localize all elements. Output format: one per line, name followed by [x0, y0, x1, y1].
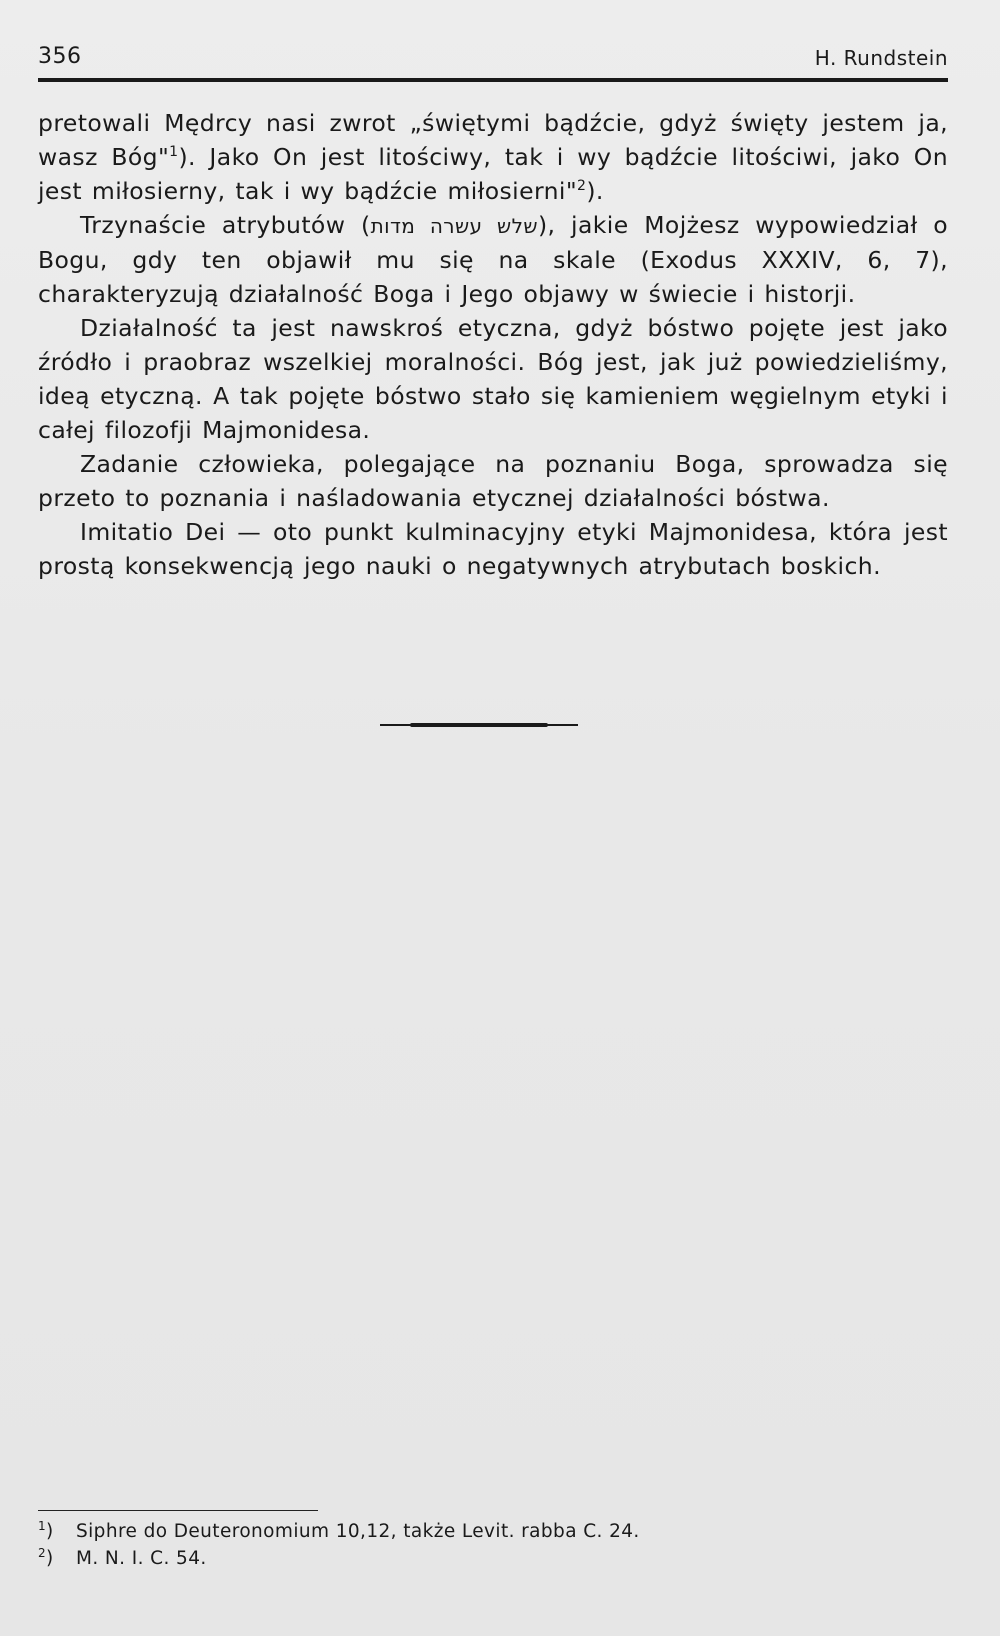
footnote-2-mark: $^2$) [38, 1545, 54, 1569]
paragraph-4: Zadanie człowieka, polegające na poznaniu Boga, sprowadza się przeto to poznania i naśladowania etycznej działalności bóstwa. [38, 450, 948, 512]
footnote-1-text: Siphre do Deuteronomium 10,12, także Levit. rabba C. 24. [76, 1521, 640, 1542]
footnotes [38, 1518, 948, 1572]
header-rule [38, 78, 948, 82]
paragraph-2-text-b: ), jakie Mojżesz wypowiedział o Bogu, gdy ten objawił mu się na skale (Exodus XXXIV, 6, 7), charakteryzują działalność Boga i Jego objawy w świecie i historji. [38, 211, 949, 308]
paragraph-1 [38, 106, 948, 208]
page-header [38, 42, 948, 76]
footnote-2 [38, 1545, 948, 1572]
paragraph-3: Działalność ta jest nawskroś etyczna, gdyż bóstwo pojęte jest jako źródło i praobraz wszelkiej moralności. Bóg jest, jak już powiedzieliśmy, ideą etyczną. A tak pojęte bóstwo stało się kamieniem węgielnym etyki i całej filozofji Majmonidesa. [38, 314, 948, 444]
hebrew-phrase: שלש עשרה מדות [370, 214, 538, 238]
paragraph-2-text-a: Trzynaście atrybutów ( [80, 211, 371, 239]
section-end-ornament [380, 724, 578, 726]
page-number: 356 [38, 44, 82, 69]
running-head: H. Rundstein [814, 46, 948, 70]
footnote-ref-1: 1 [169, 144, 179, 161]
body-text [38, 106, 948, 583]
paragraph-1-text-b: ). Jako On jest litościwy, tak i wy bądźcie litościwi, jako On jest miłosierny, tak i wy bądźcie miłosierni" [38, 143, 948, 205]
footnote-2-number: 2 [38, 1545, 47, 1560]
footnote-2-text: M. N. I. C. 54. [76, 1548, 207, 1569]
paragraph-1-text-a: pretowali Mędrcy nasi zwrot „świętymi bądźcie, gdyż święty jestem ja, wasz Bóg" [38, 109, 948, 171]
paragraph-2 [38, 208, 948, 311]
footnote-rule [38, 1510, 318, 1511]
footnote-1-number: 1 [38, 1518, 47, 1533]
paragraph-1-text-c: ). [586, 177, 604, 205]
footnote-ref-2: 2 [577, 178, 587, 195]
paragraph-5: Imitatio Dei — oto punkt kulminacyjny etyki Majmonidesa, która jest prostą konsekwencją jego nauki o negatywnych atrybutach boskich. [38, 518, 948, 580]
footnote-1 [38, 1518, 948, 1545]
footnote-1-mark: $^1$) [38, 1518, 54, 1542]
